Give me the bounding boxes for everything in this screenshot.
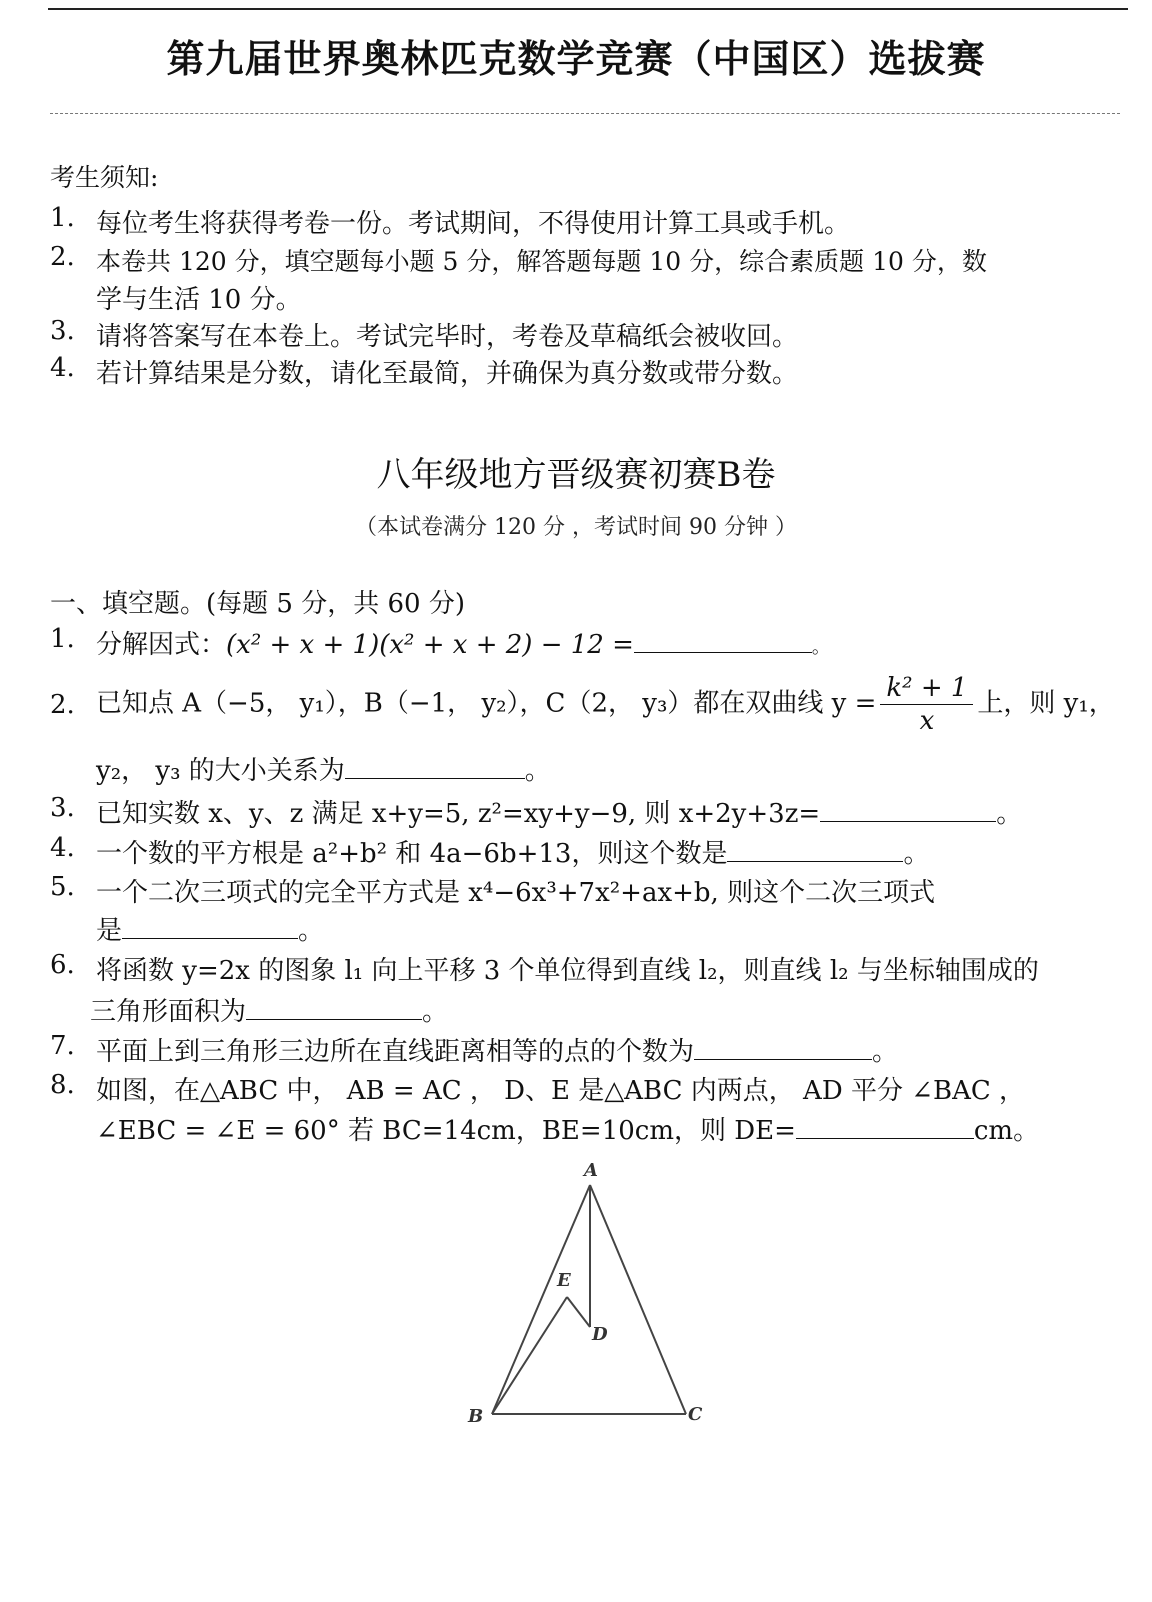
q2-line1b: 上，则 y₁， <box>977 688 1115 719</box>
label-e: E <box>557 1270 571 1291</box>
notice-item <box>50 242 1102 276</box>
q2-end: 。 <box>524 756 551 786</box>
answer-blank[interactable] <box>694 1035 872 1060</box>
question-number: 4. <box>50 833 75 863</box>
q3-text: 已知实数 x、y、z 满足 x+y=5, z²=xy+y−9, 则 x+2y+3z= <box>96 799 821 829</box>
answer-blank[interactable] <box>820 797 996 822</box>
q4-end: 。 <box>903 839 930 869</box>
q5-end: 。 <box>298 916 325 946</box>
q4-text: 一个数的平方根是 a²+b² 和 4a−6b+13，则这个数是 <box>96 839 728 869</box>
fraction-numerator: k² + 1 <box>880 672 973 705</box>
notice-text: 请将答案写在本卷上。考试完毕时，考卷及草稿纸会被收回。 <box>96 322 799 352</box>
q1-end: 。 <box>811 637 830 658</box>
question-number: 6. <box>50 950 75 980</box>
question-4 <box>50 833 1102 869</box>
notice-text: 本卷共 120 分，填空题每小题 5 分，解答题每题 10 分，综合素质题 10 分，数 <box>96 247 987 276</box>
notice-text: 若计算结果是分数，请化至最简，并确保为真分数或带分数。 <box>96 359 799 389</box>
q6-line1: 将函数 y=2x 的图象 l₁ 向上平移 3 个单位得到直线 l₂，则直线 l₂ 与坐标轴围成的 <box>96 956 1039 986</box>
notice-num: 4. <box>50 353 75 383</box>
question-number: 8. <box>50 1070 75 1100</box>
label-c: C <box>688 1404 703 1425</box>
q8-line1: 如图，在△ABC 中， AB = AC ， D、E 是△ABC 内两点， AD 平分 ∠BAC ， <box>96 1076 1026 1106</box>
label-d: D <box>592 1324 608 1345</box>
question-number: 7. <box>50 1031 75 1061</box>
exam-subtitle: （本试卷满分 120 分 ，考试时间 90 分钟 ） <box>355 515 797 540</box>
notice-heading: 考生须知: <box>50 163 159 192</box>
question-1 <box>50 624 1102 660</box>
label-a: A <box>584 1160 598 1181</box>
label-b: B <box>468 1406 484 1427</box>
answer-blank[interactable] <box>246 995 422 1020</box>
segment-be <box>492 1297 567 1414</box>
question-5 <box>50 872 1102 908</box>
question-6 <box>50 950 1102 986</box>
q1-expr: (x² + x + 1)(x² + x + 2) − 12 = <box>226 630 634 660</box>
notice-num: 3. <box>50 316 75 346</box>
section-heading: 一、填空题。(每题 5 分，共 60 分) <box>50 589 465 619</box>
q1-lead: 分解因式： <box>96 630 227 660</box>
notice-item <box>50 203 1102 237</box>
question-number: 1. <box>50 624 75 654</box>
side-ac <box>590 1185 686 1414</box>
segment-ed <box>567 1297 590 1327</box>
q5-line1: 一个二次三项式的完全平方式是 x⁴−6x³+7x²+ax+b, 则这个二次三项式 <box>96 878 936 908</box>
question-8-cont <box>96 1110 1039 1147</box>
notice-item <box>50 316 1102 350</box>
fraction <box>880 672 973 737</box>
q2-line2: y₂， y₃ 的大小关系为 <box>96 756 345 786</box>
top-rule <box>48 8 1128 10</box>
answer-blank[interactable] <box>634 628 812 653</box>
question-number: 3. <box>50 793 75 823</box>
notice-item <box>50 353 1102 387</box>
question-8 <box>50 1070 1102 1106</box>
q3-end: 。 <box>996 799 1023 829</box>
q8-unit: cm。 <box>973 1116 1040 1146</box>
answer-blank[interactable] <box>727 837 903 862</box>
question-number: 2. <box>50 690 75 720</box>
question-number: 5. <box>50 872 75 902</box>
question-7 <box>50 1031 1102 1067</box>
page-title: 第九届世界奥林匹克数学竞赛（中国区）选拔赛 <box>166 37 986 81</box>
question-5-cont <box>96 910 324 947</box>
question-2 <box>50 672 1115 746</box>
triangle-figure <box>440 1150 740 1440</box>
notice-num: 2. <box>50 242 75 272</box>
q5-line2: 是 <box>96 916 123 946</box>
q7-text: 平面上到三角形三边所在直线距离相等的点的个数为 <box>96 1037 695 1067</box>
answer-blank[interactable] <box>796 1114 974 1139</box>
exam-title: 八年级地方晋级赛初赛B卷 <box>376 455 776 495</box>
q2-line1a: 已知点 A（−5， y₁），B（−1， y₂），C（2， y₃）都在双曲线 y = <box>96 688 877 719</box>
q7-end: 。 <box>872 1037 899 1067</box>
q8-line2: ∠EBC = ∠E = 60° 若 BC=14cm，BE=10cm，则 DE= <box>96 1116 796 1146</box>
notice-num: 1. <box>50 203 75 233</box>
answer-blank[interactable] <box>345 754 525 779</box>
question-2-cont <box>96 750 551 787</box>
notice-text: 每位考生将获得考卷一份。考试期间，不得使用计算工具或手机。 <box>96 209 851 239</box>
q6-line2: 三角形面积为 <box>90 997 247 1027</box>
answer-blank[interactable] <box>122 914 298 939</box>
side-ab <box>492 1185 590 1414</box>
question-3 <box>50 793 1102 829</box>
q6-end: 。 <box>422 997 449 1027</box>
dashed-divider <box>50 113 1120 114</box>
fraction-denominator: x <box>919 706 935 736</box>
question-6-cont <box>90 991 448 1028</box>
notice-text-cont: 学与生活 10 分。 <box>96 285 302 315</box>
